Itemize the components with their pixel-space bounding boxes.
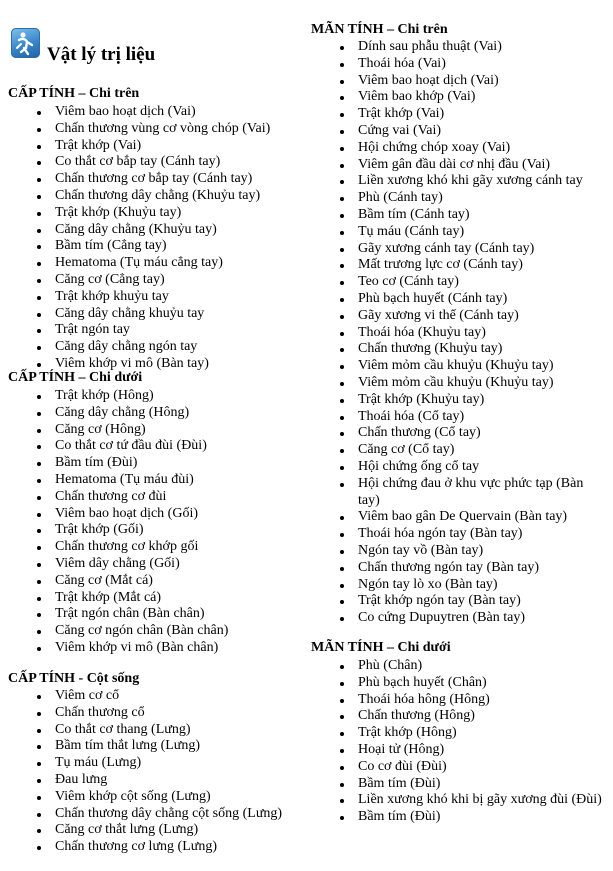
list-item: Bầm tím (Đùi) <box>32 455 302 472</box>
list-item: Chấn thương (Khuỷu tay) <box>335 341 605 358</box>
list-item: Ngón tay vồ (Bàn tay) <box>335 543 605 560</box>
list-item: Trật khớp (Mắt cá) <box>32 590 302 607</box>
list-item: Bầm tím (Cánh tay) <box>335 207 605 224</box>
list-item: Viêm bao hoạt dịch (Gối) <box>32 506 302 523</box>
list-item: Trật ngón tay <box>32 322 302 339</box>
list-item: Chấn thương dây chằng (Khuỷu tay) <box>32 188 302 205</box>
list-item: Viêm gân đầu dài cơ nhị đầu (Vai) <box>335 157 605 174</box>
list-item: Mất trương lực cơ (Cánh tay) <box>335 257 605 274</box>
list-item: Ngón tay lò xo (Bàn tay) <box>335 577 605 594</box>
list-item: Phù bạch huyết (Chân) <box>335 675 605 692</box>
list-item: Viêm cơ cổ <box>32 688 312 705</box>
section-heading-acute-spine: CẤP TÍNH - Cột sống <box>8 671 140 686</box>
list-item: Căng dây chằng (Khuỷu tay) <box>32 222 302 239</box>
section-heading-acute-lower: CẤP TÍNH – Chi dưới <box>8 370 143 385</box>
list-item: Thoái hóa (Vai) <box>335 56 605 73</box>
list-item: Trật khớp (Vai) <box>335 106 605 123</box>
list-item: Bầm tím thắt lưng (Lưng) <box>32 738 312 755</box>
list-item: Trật khớp (Hông) <box>335 725 605 742</box>
list-item: Viêm bao hoạt dịch (Vai) <box>32 104 302 121</box>
list-item: Chấn thương (Hông) <box>335 708 605 725</box>
list-item: Căng dây chằng (Hông) <box>32 405 302 422</box>
list-item: Thoái hóa (Cổ tay) <box>335 409 605 426</box>
list-item: Bầm tím (Cẳng tay) <box>32 238 302 255</box>
list-item: Căng cơ (Cổ tay) <box>335 442 605 459</box>
list-item: Chấn thương cơ đùi <box>32 489 302 506</box>
list-item: Dính sau phẫu thuật (Vai) <box>335 39 605 56</box>
list-item: Tụ máu (Cánh tay) <box>335 224 605 241</box>
list-item: Căng cơ (Hông) <box>32 422 302 439</box>
list-item: Trật khớp (Vai) <box>32 138 302 155</box>
list-item: Co thắt cơ thang (Lưng) <box>32 722 312 739</box>
list-item: Viêm khớp cột sống (Lưng) <box>32 789 312 806</box>
list-chronic-upper <box>335 39 605 627</box>
list-item: Hematoma (Tụ máu đùi) <box>32 472 302 489</box>
list-item: Liền xương khó khi gãy xương cánh tay <box>335 173 605 190</box>
list-item: Chấn thương cơ khớp gối <box>32 539 302 556</box>
list-item: Cứng vai (Vai) <box>335 123 605 140</box>
list-acute-upper <box>32 104 302 373</box>
list-item: Viêm mỏm cầu khuỷu (Khuỷu tay) <box>335 358 605 375</box>
list-item: Co thắt cơ bắp tay (Cánh tay) <box>32 154 302 171</box>
list-item: Phù (Cánh tay) <box>335 190 605 207</box>
list-acute-spine <box>32 688 312 856</box>
list-item: Trật khớp ngón tay (Bàn tay) <box>335 593 605 610</box>
list-item: Viêm khớp vi mô (Bàn chân) <box>32 640 302 657</box>
list-item: Bầm tím (Đùi) <box>335 809 605 826</box>
list-chronic-lower <box>335 658 605 826</box>
list-item: Viêm mỏm cầu khuỷu (Khuỷu tay) <box>335 375 605 392</box>
list-item: Bầm tím (Đùi) <box>335 776 605 793</box>
list-item: Chấn thương cơ bắp tay (Cánh tay) <box>32 171 302 188</box>
list-item: Co thắt cơ tứ đầu đùi (Đùi) <box>32 438 302 455</box>
section-heading-chronic-upper: MÃN TÍNH – Chi trên <box>311 22 448 37</box>
list-item: Gãy xương cánh tay (Cánh tay) <box>335 241 605 258</box>
list-item: Co cơ đùi (Đùi) <box>335 759 605 776</box>
list-item: Phù bạch huyết (Cánh tay) <box>335 291 605 308</box>
list-item: Thoái hóa (Khuỷu tay) <box>335 325 605 342</box>
section-heading-chronic-lower: MÃN TÍNH – Chi dưới <box>311 640 451 655</box>
list-item: Viêm bao gân De Quervain (Bàn tay) <box>335 509 605 526</box>
list-item: Hội chứng ống cổ tay <box>335 459 605 476</box>
list-item: Viêm khớp vi mô (Bàn tay) <box>32 356 302 373</box>
list-item: Hội chứng đau ở khu vực phức tạp (Bàn tay) <box>335 476 605 510</box>
list-item: Hematoma (Tụ máu cẳng tay) <box>32 255 302 272</box>
list-item: Co cứng Dupuytren (Bàn tay) <box>335 610 605 627</box>
list-item: Trật khớp (Hông) <box>32 388 302 405</box>
list-item: Hội chứng chóp xoay (Vai) <box>335 140 605 157</box>
list-item: Viêm dây chằng (Gối) <box>32 556 302 573</box>
list-item: Thoái hóa ngón tay (Bàn tay) <box>335 526 605 543</box>
list-item: Phù (Chân) <box>335 658 605 675</box>
list-item: Chấn thương (Cổ tay) <box>335 425 605 442</box>
list-item: Căng cơ (Cẳng tay) <box>32 272 302 289</box>
list-item: Căng cơ thắt lưng (Lưng) <box>32 822 312 839</box>
physiotherapy-logo-icon <box>11 28 40 58</box>
list-item: Thoái hóa hông (Hông) <box>335 692 605 709</box>
list-item: Trật khớp khuỷu tay <box>32 289 302 306</box>
list-item: Gãy xương vi thể (Cánh tay) <box>335 308 605 325</box>
list-item: Chấn thương cổ <box>32 705 312 722</box>
list-item: Căng cơ ngón chân (Bàn chân) <box>32 623 302 640</box>
list-item: Đau lưng <box>32 772 312 789</box>
page-title: Vật lý trị liệu <box>47 44 156 65</box>
section-heading-acute-upper: CẤP TÍNH – Chi trên <box>8 86 140 101</box>
list-item: Căng dây chằng ngón tay <box>32 339 302 356</box>
list-item: Liền xương khó khi bị gãy xương đùi (Đùi) <box>335 792 605 809</box>
list-item: Trật khớp (Gối) <box>32 522 302 539</box>
list-acute-lower <box>32 388 302 657</box>
list-item: Teo cơ (Cánh tay) <box>335 274 605 291</box>
list-item: Chấn thương cơ lưng (Lưng) <box>32 839 312 856</box>
list-item: Hoại tử (Hông) <box>335 742 605 759</box>
list-item: Chấn thương dây chằng cột sống (Lưng) <box>32 806 312 823</box>
list-item: Chấn thương ngón tay (Bàn tay) <box>335 560 605 577</box>
list-item: Trật khớp (Khuỷu tay) <box>335 392 605 409</box>
list-item: Căng cơ (Mắt cá) <box>32 573 302 590</box>
list-item: Viêm bao khớp (Vai) <box>335 89 605 106</box>
list-item: Tụ máu (Lưng) <box>32 755 312 772</box>
list-item: Trật khớp (Khuỷu tay) <box>32 205 302 222</box>
list-item: Viêm bao hoạt dịch (Vai) <box>335 73 605 90</box>
list-item: Trật ngón chân (Bàn chân) <box>32 606 302 623</box>
list-item: Chấn thương vùng cơ vòng chóp (Vai) <box>32 121 302 138</box>
list-item: Căng dây chằng khuỷu tay <box>32 306 302 323</box>
